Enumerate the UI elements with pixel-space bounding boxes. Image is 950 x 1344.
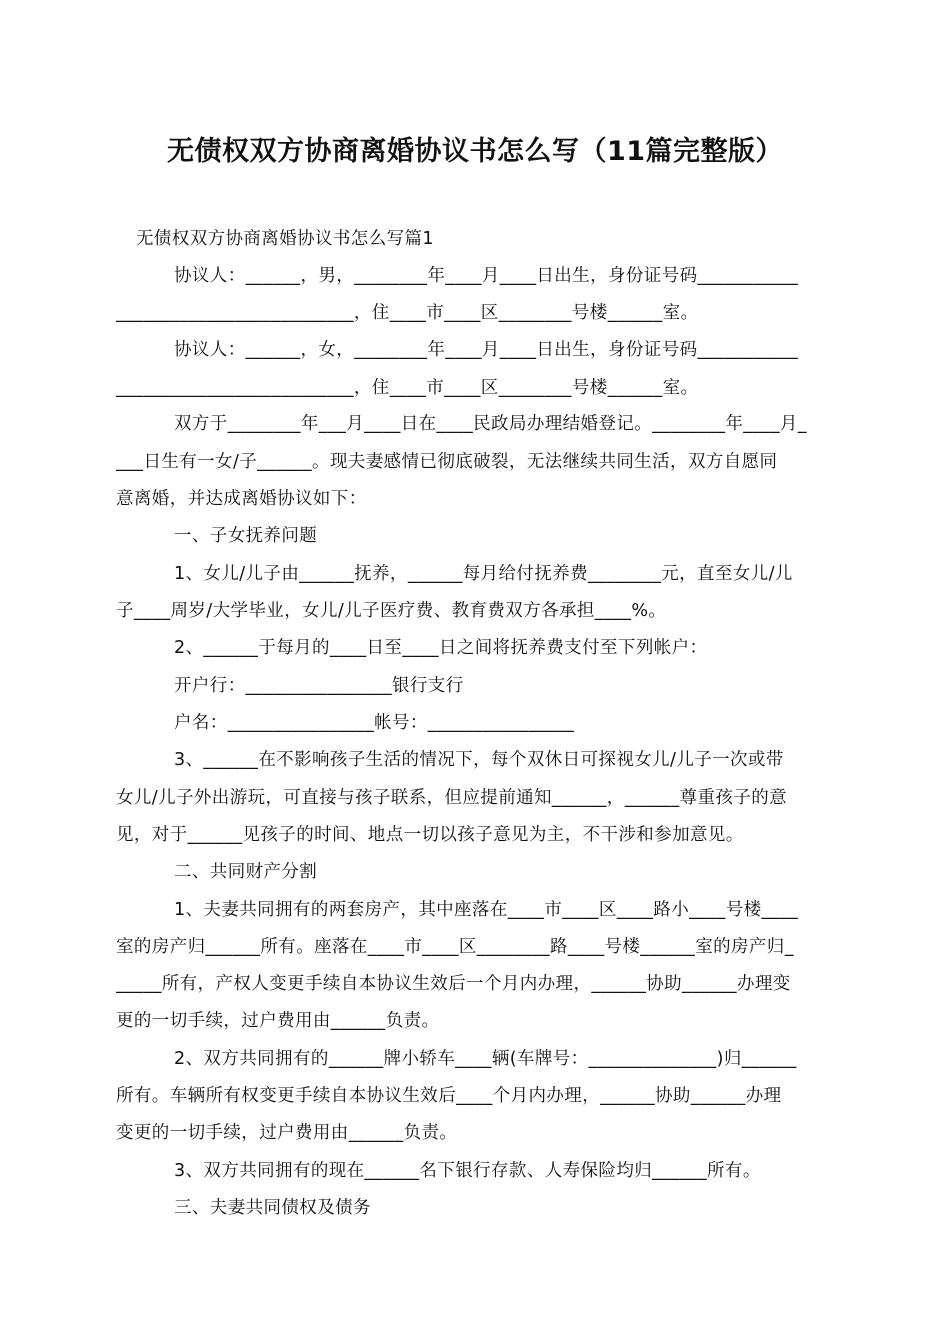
paragraph-line: 见，对于______见孩子的时间、地点一切以孩子意见为主，不干涉和参加意见。 [116, 825, 744, 845]
section-heading: 一、子女抚养问题 [174, 526, 318, 546]
document-title: 无债权双方协商离婚协议书怎么写（11篇完整版） [166, 136, 784, 167]
paragraph-line: __________________________，住____市____区________号楼______室。 [116, 303, 699, 323]
section-subtitle: 无债权双方协商离婚协议书怎么写篇1 [136, 229, 434, 249]
paragraph-line: 3、______在不影响孩子生活的情况下，每个双休日可探视女儿/儿子一次或带 [174, 750, 784, 770]
paragraph-line: 户名：________________帐号：________________ [174, 713, 575, 733]
paragraph-line: _____所有，产权人变更手续自本协议生效后一个月内办理，______协助______办理变 [116, 974, 791, 994]
paragraph-line: __________________________，住____市____区________号楼______室。 [116, 378, 699, 398]
paragraph-line: 3、双方共同拥有的现在______名下银行存款、人寿保险均归______所有。 [174, 1161, 761, 1181]
paragraph-line: 1、女儿/儿子由______抚养，______每月给付抚养费________元，直至女儿/儿 [174, 564, 793, 584]
paragraph-line: 2、______于每月的____日至____日之间将抚养费支付至下列帐户： [174, 638, 708, 658]
paragraph-line: 协议人：______，女，________年____月____日出生，身份证号码___________ [174, 340, 799, 360]
section-heading: 三、夫妻共同债权及债务 [174, 1198, 371, 1218]
paragraph-line: 1、夫妻共同拥有的两套房产，其中座落在____市____区____路小____号楼____ [174, 900, 799, 920]
paragraph-line: 女儿/儿子外出游玩，可直接与孩子联系，但应提前通知______，______尊重孩子的意 [116, 788, 787, 808]
paragraph-line: 双方于________年___月____日在____民政局办理结婚登记。________年____月_ [174, 414, 807, 434]
paragraph-line: 意离婚，并达成离婚协议如下： [116, 489, 367, 509]
paragraph-line: 开户行：________________银行支行 [174, 676, 464, 696]
paragraph-line: 协议人：______，男，________年____月____日出生，身份证号码___________ [174, 266, 799, 286]
paragraph-line: 所有。车辆所有权变更手续自本协议生效后____个月内办理，______协助______办理 [116, 1086, 782, 1106]
paragraph-line: ___日生有一女/子______。现夫妻感情已彻底破裂，无法继续共同生活，双方自愿同 [116, 452, 778, 472]
paragraph-line: 2、双方共同拥有的______牌小轿车____辆(车牌号：______________)归______ [174, 1049, 797, 1069]
paragraph-line: 室的房产归______所有。座落在____市____区________路____号楼______室的房产归_ [116, 937, 794, 957]
paragraph-line: 更的一切手续，过户费用由______负责。 [116, 1011, 440, 1031]
section-heading: 二、共同财产分割 [174, 862, 318, 882]
paragraph-line: 变更的一切手续，过户费用由______负责。 [116, 1123, 458, 1143]
paragraph-line: 子____周岁/大学毕业，女儿/儿子医疗费、教育费双方各承担____%。 [116, 601, 667, 621]
